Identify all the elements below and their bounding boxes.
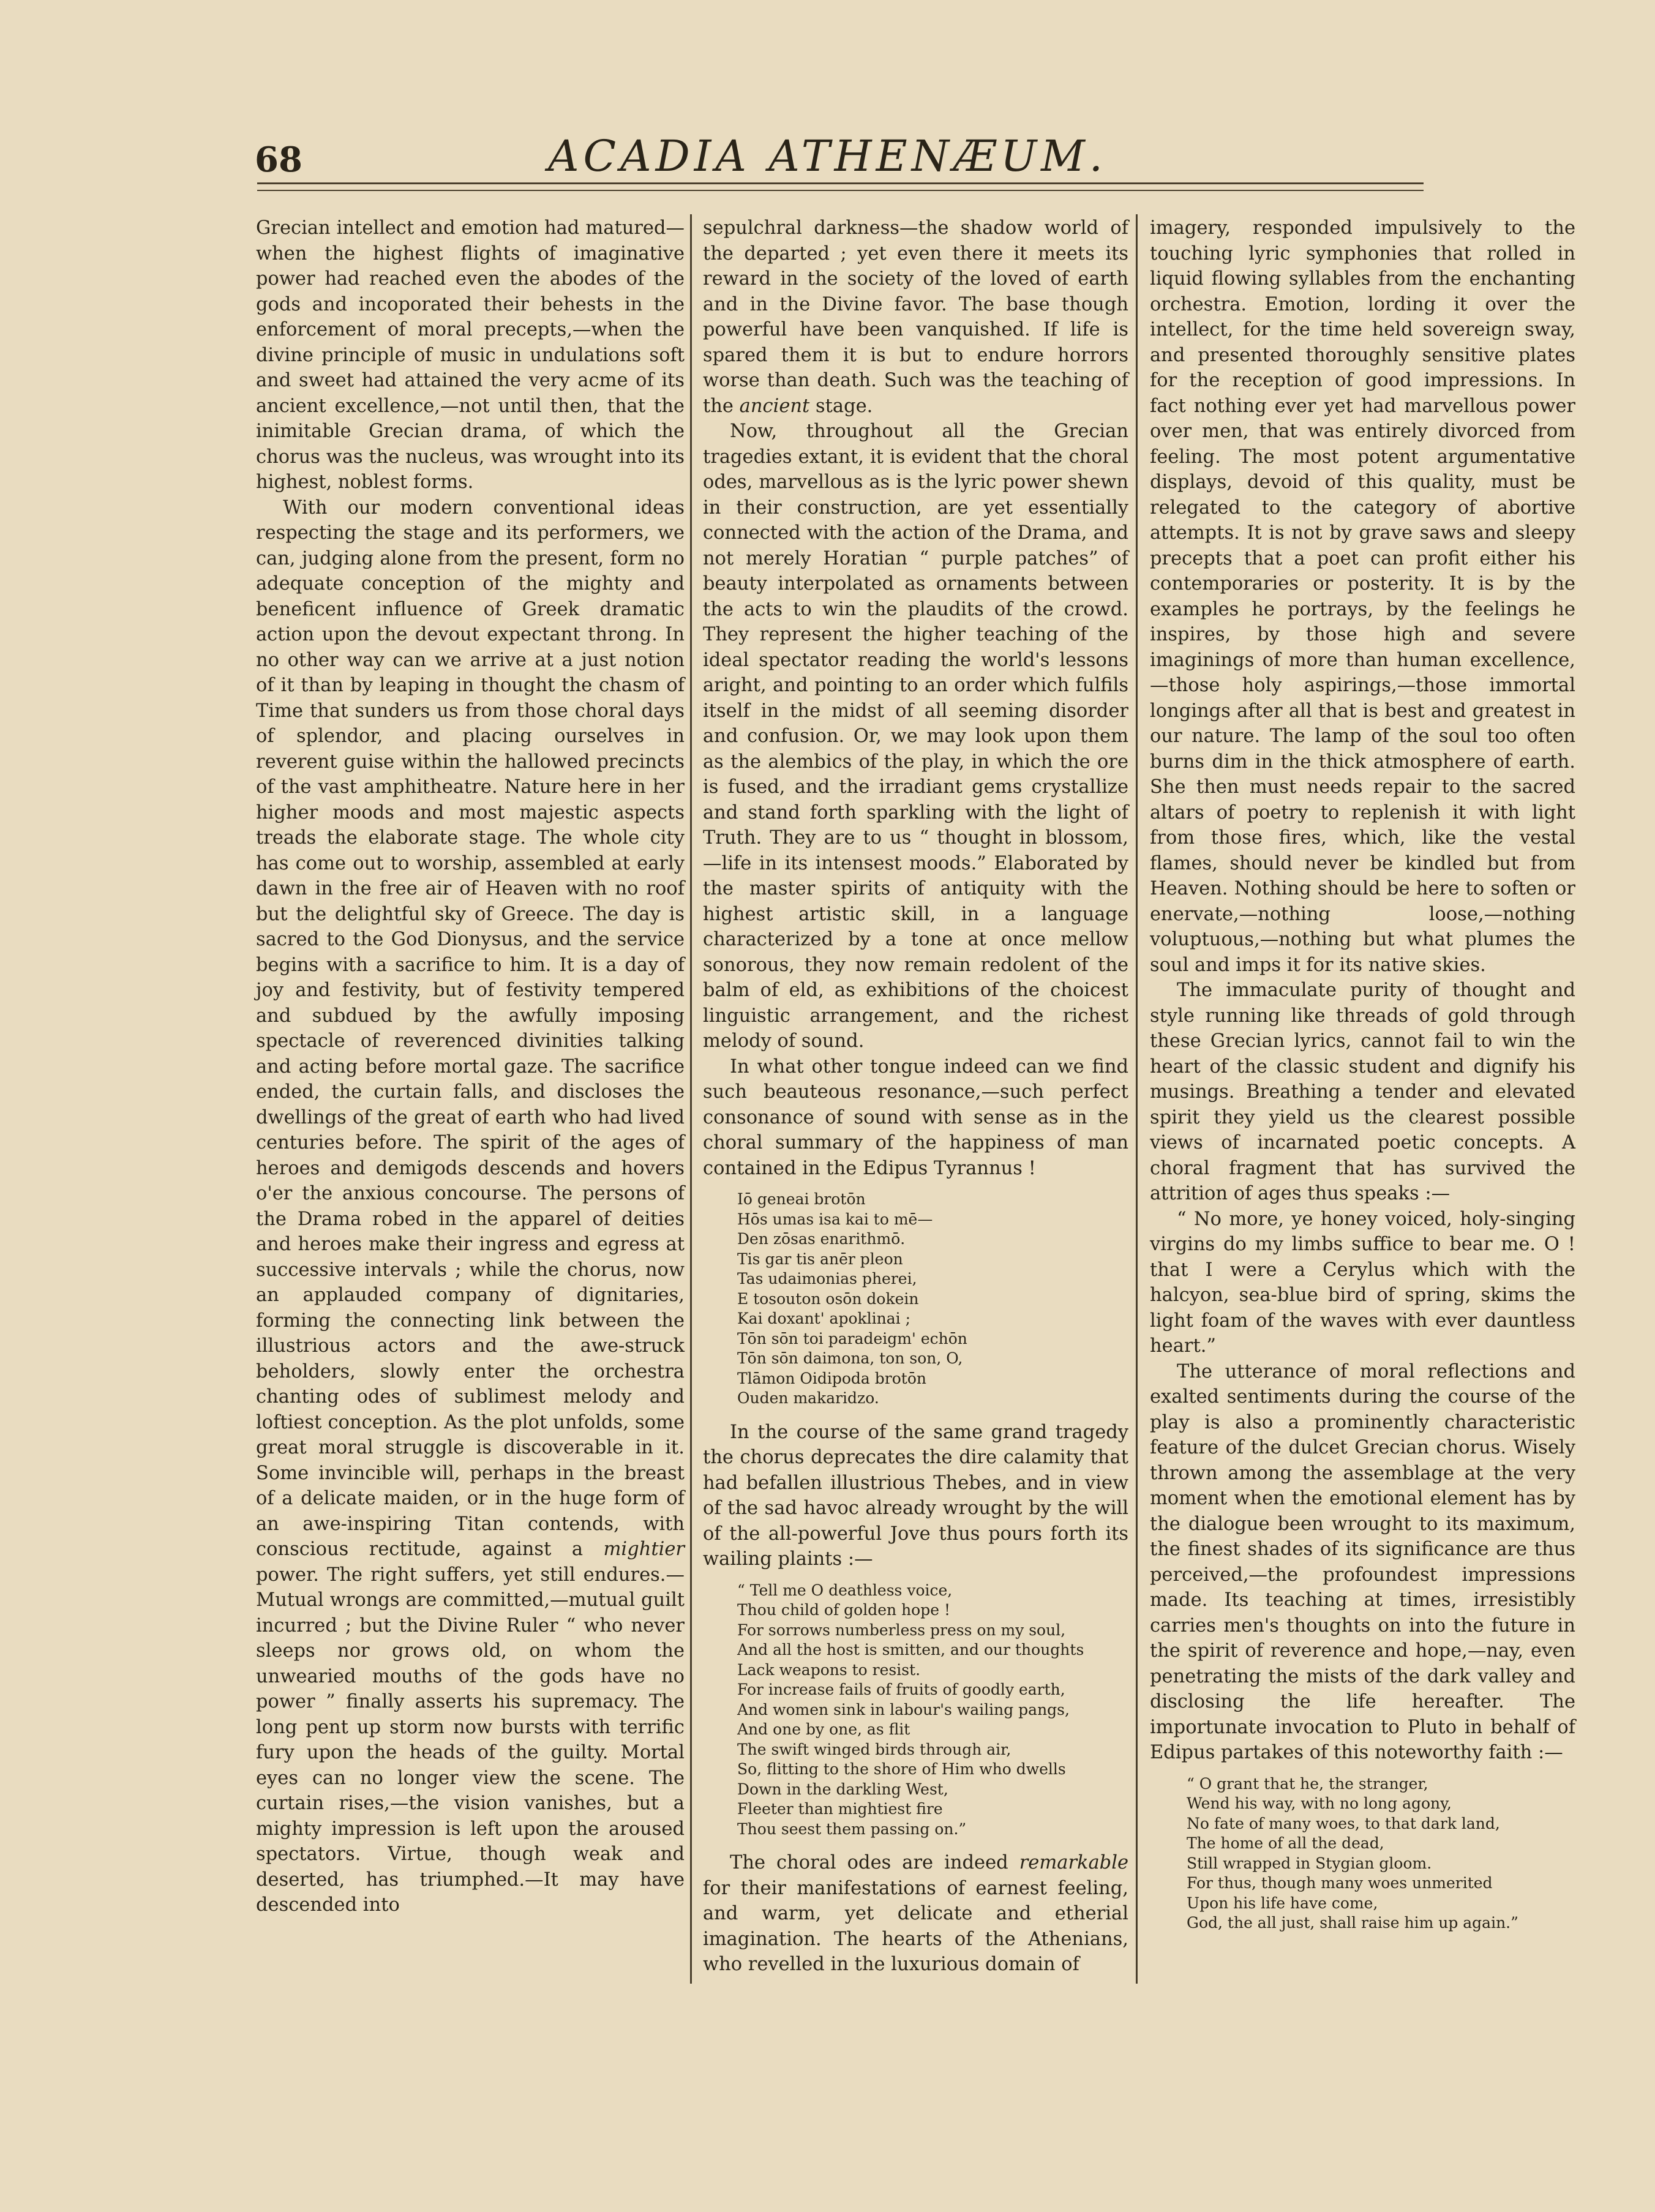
verse-line: Fleeter than mightiest fire xyxy=(737,1800,943,1818)
column-divider-2 xyxy=(1136,214,1138,1984)
col2-emphasis-remarkable: remarkable xyxy=(1019,1852,1129,1873)
verse-line: And women sink in labour's wailing pangs, xyxy=(737,1700,1070,1719)
verse-line: Thou seest them passing on.” xyxy=(737,1820,967,1838)
col3-paragraph-1: imagery, responded impulsively to the touching lyric symphonies that rolled in liquid flowing syllables from the enchanting orchestra. Emotion, lording it over the intellect, for the time held sovereign sway, and presented thoroughly sensitive plates for the reception of good impressions. In fact nothing ever yet had marvellous power over men, that was entirely divorced from feeling. The most potent argumentative displays, devoid of this quality, must be relegated to the category of abortive attempts. It is not by grave saws and sleepy precepts that a poet can profit either his contemporaries or posterity. It is by the examples he portrays, by the feelings he inspires, by those high and severe imaginings of more than human excellence,—those holy aspirings,—those immortal longings after all that is best and greatest in our nature. The lamp of the soul too often burns dim in the thick atmosphere of earth. She then must needs repair to the sacred altars of poetry to replenish it with light from those fires, which, like the vestal flames, should never be kindled but from Heaven. Nothing should be here to soften or enervate,—nothing loose,—nothing voluptuous,—nothing but what plumes the soul and imps it for its native skies. xyxy=(1150,217,1575,976)
verse-line: Ouden makaridzo. xyxy=(737,1389,879,1407)
col1-emphasis-mightier: mightier xyxy=(603,1539,685,1560)
verse-line: Thou child of golden hope ! xyxy=(737,1601,951,1619)
verse-line: Tlāmon Oidipoda brotōn xyxy=(737,1369,926,1387)
col2-paragraph-5-text: The choral odes are indeed xyxy=(730,1852,1008,1873)
verse-line: The swift winged birds through air, xyxy=(737,1740,1011,1758)
verse-line: Still wrapped in Stygian gloom. xyxy=(1187,1854,1432,1872)
col1-paragraph-2 xyxy=(256,495,685,1918)
col1-paragraph-2-text: With our modern conventional ideas respecting the stage and its performers, we can, judging alone from the present, form no adequate conception of the mighty and beneficent influence of Greek dramatic action upon the devout expectant throng. In no other way can we arrive at a just notion of it than by leaping in thought the chasm of Time that sunders us from those choral days of splendor, and placing ourselves in reverent guise within the hallowed precincts of the vast amphitheatre. Nature here in her higher moods and most majestic aspects treads the elaborate stage. The whole city has come out to worship, assembled at early dawn in the free air of Heaven with no roof but the delightful sky of Greece. The day is sacred to the God Dionysus, and the service begins with a sacrifice to him. It is a day of joy and festivity, but of festivity tempered and subdued by the awfully imposing spectacle of reverenced divinities talking and acting before mortal gaze. The sacrifice ended, the curtain falls, and discloses the dwellings of the great of earth who had lived centuries before. The spirit of the ages of heroes and demigods descends and hovers o'er the anxious concourse. The persons of the Drama robed in the apparel of deities and heroes make their ingress and egress at successive intervals ; while the chorus, now an applauded company of dignitaries, forming the connecting link between the illustrious actors and the awe-struck beholders, slowly enter the orchestra chanting odes of sublimest melody and loftiest conception. As the plot unfolds, some great moral struggle is discoverable in it. Some invincible will, perhaps in the breast of a delicate maiden, or in the huge form of an awe-inspiring Titan contends, with conscious rectitude, against a xyxy=(256,497,685,1560)
col2-paragraph-1-text: sepulchral darkness—the shadow world of the departed ; yet even there it meets its reward in the society of the loved of earth and in the Divine favor. The base though powerful have been vanquished. If life is spared them it is but to endure horrors worse than death. Such was the teaching of the xyxy=(703,217,1128,417)
verse-line: Tas udaimonias pherei, xyxy=(737,1270,917,1288)
verse-line: God, the all just, shall raise him up again.” xyxy=(1187,1914,1518,1932)
running-head-title: ACADIA ATHENÆUM. xyxy=(547,131,1108,181)
verse-line: For thus, though many woes unmerited xyxy=(1187,1874,1493,1892)
verse-line: Iō geneai brotōn xyxy=(737,1190,866,1208)
header-rule-top xyxy=(257,182,1424,184)
verse-line: Tis gar tis anēr pleon xyxy=(737,1250,903,1268)
column-2 xyxy=(703,216,1128,1978)
verse-line: For sorrows numberless press on my soul, xyxy=(737,1621,1066,1639)
verse-line: Tōn sōn daimona, ton son, O, xyxy=(737,1349,963,1367)
verse-line: Hōs umas isa kai to mē— xyxy=(737,1210,933,1228)
col2-paragraph-1-tail: stage. xyxy=(815,395,873,417)
verse-line: So, flitting to the shore of Him who dwells xyxy=(737,1760,1066,1778)
col2-paragraph-5 xyxy=(703,1850,1128,1978)
col1-paragraph-2-tail: power. The right suffers, yet still endures.—Mutual wrongs are committed,—mutual guilt incurred ; but the Divine Ruler “ who never sleeps nor grows old, on whom the unwearied mouths of the gods have no power ” finally asserts his supremacy. The long pent up storm now bursts with terrific fury upon the heads of the guilty. Mortal eyes can no longer view the scene. The curtain rises,—the vision vanishes, but a mighty impression is left upon the aroused spectators. Virtue, though weak and deserted, has triumphed.—It may have descended into xyxy=(256,1564,685,1916)
verse-line: E tosouton osōn dokein xyxy=(737,1289,919,1308)
column-3 xyxy=(1150,216,1575,1944)
verse-line: Lack weapons to resist. xyxy=(737,1660,921,1679)
column-divider-1 xyxy=(690,214,692,1984)
greek-verse xyxy=(737,1190,1128,1409)
verse-line: “ Tell me O deathless voice, xyxy=(737,1581,953,1599)
col2-emphasis-ancient: ancient xyxy=(739,395,810,417)
col1-paragraph-1: Grecian intellect and emotion had matured—when the highest flights of imaginative power had reached even the abodes of the gods and incoporated their behests in the enforcement of moral precepts,—when the divine principle of music in undulations soft and sweet had attained the very acme of its ancient excellence,—not until then, that the inimitable Grecian drama, of which the chorus was the nucleus, was wrought into its highest, noblest forms. xyxy=(256,217,685,493)
verse-line: Den zōsas enarithmō. xyxy=(737,1230,906,1248)
page-number: 68 xyxy=(255,140,302,180)
verse-line: For increase fails of fruits of goodly earth, xyxy=(737,1681,1065,1698)
col2-paragraph-2: Now, throughout all the Grecian tragedies extant, it is evident that the choral odes, marvellous as is the lyric power shewn in their construction, are yet essentially connected with the action of the Drama, and not merely Horatian “ purple patches” of beauty interpolated as ornaments between the acts to win the plaudits of the crowd. They represent the higher teaching of the ideal spectator reading the world's lessons aright, and pointing to an order which fulfils itself in the midst of all seeming disorder and confusion. Or, we may look upon them as the alembics of the play, in which the ore is fused, and the irradiant gems crystallize and stand forth sparkling with the light of Truth. They are to us “ thought in blossom,—life in its intensest moods.” Elaborated by the master spirits of antiquity with the highest artistic skill, in a language characterized by a tone at once mellow sonorous, they now remain redolent of the balm of eld, as exhibitions of the choicest linguistic arrangement, and the richest melody of sound. xyxy=(703,421,1128,1052)
col3-paragraph-2: The immaculate purity of thought and style running like threads of gold through these Grecian lyrics, cannot fail to win the heart of the classic student and dignify his musings. Breathing a tender and elevated spirit they yield us the clearest possible views of incarnated poetic concepts. A choral fragment that has survived the attrition of ages thus speaks :— xyxy=(1150,980,1575,1204)
col3-paragraph-4: The utterance of moral reflections and exalted sentiments during the course of the play is also a prominently characteristic feature of the dulcet Grecian chorus. Wisely thrown among the assemblage at the very moment when the emotional element has by the dialogue been wrought to its maximum, the finest shades of its significance are thus perceived,—the profoundest impressions made. Its teaching at times, irresistibly carries men's thoughts on into the future in the spirit of reverence and hope,—nay, even penetrating the mists of the dark valley and disclosing the life hereafter. The importunate invocation to Pluto in behalf of Edipus partakes of this noteworthy faith :— xyxy=(1150,1360,1575,1763)
verse-line: Tōn sōn toi paradeigm' echōn xyxy=(737,1329,967,1348)
col2-paragraph-1 xyxy=(703,216,1128,419)
col3-quotation: “ No more, ye honey voiced, holy-singing virgins do my limbs suffice to bear me. O ! that I were a Cerylus which with the halcyon, sea-blue bird of spring, skims the light foam of the waves with ever dauntless heart.” xyxy=(1150,1208,1575,1357)
header-rule-bottom xyxy=(257,190,1424,191)
verse-line: Wend his way, with no long agony, xyxy=(1187,1794,1452,1812)
col2-paragraph-5-tail: for their manifestations of earnest feeling, and warm, yet delicate and etherial imagination. The hearts of the Athenians, who revelled in the luxurious domain of xyxy=(703,1877,1128,1975)
column-1 xyxy=(256,216,685,1918)
verse-line: The home of all the dead, xyxy=(1187,1834,1384,1852)
verse-line: Kai doxant' apoklinai ; xyxy=(737,1310,911,1327)
verse-line: And all the host is smitten, and our thoughts xyxy=(737,1641,1084,1659)
verse-line: Upon his life have come, xyxy=(1187,1894,1378,1912)
pluto-invocation-verse xyxy=(1187,1774,1575,1933)
col2-paragraph-3: In what other tongue indeed can we find such beauteous resonance,—such perfect consonance of sound with sense as in the choral summary of the happiness of man contained in the Edipus Tyrannus ! xyxy=(703,1055,1128,1179)
verse-line: Down in the darkling West, xyxy=(737,1780,948,1798)
verse-line: And one by one, as flit xyxy=(737,1720,910,1738)
english-verse xyxy=(737,1581,1128,1840)
verse-line: “ O grant that he, the stranger, xyxy=(1187,1774,1428,1793)
verse-line: No fate of many woes, to that dark land, xyxy=(1187,1814,1500,1832)
col2-paragraph-4: In the course of the same grand tragedy the chorus deprecates the dire calamity that had befallen illustrious Thebes, and in view of the sad havoc already wrought by the will of the all-powerful Jove thus pours forth its wailing plaints :— xyxy=(703,1421,1128,1570)
